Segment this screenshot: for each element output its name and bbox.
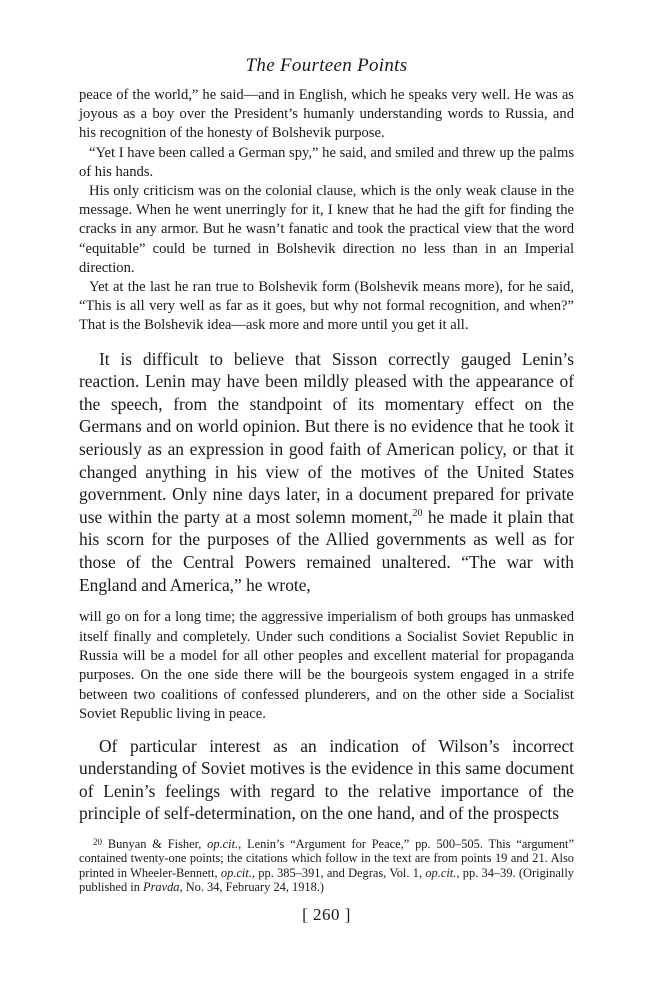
footnote-italic: op.cit., — [207, 836, 242, 851]
footnote-italic: Pravda, — [143, 880, 183, 895]
footnote-text: Lenin’s “Argument for Peace,” pp. 500–505. This “argument” contained twenty-one points; the citations which follow in the text are from points 19 and 21. Also printed in Wheeler-Bennett, — [79, 836, 574, 880]
quote-paragraph: His only criticism was on the colonial clause, which is the only weak clause in the message. When he went unerringly for it, I knew that he had the gift for finding the cracks in any armor. But he wasn’t fanatic and took the practical view that the word “equitable” could be turned in Bolshevik direction no less than in an Imperial direction. — [79, 183, 574, 276]
footnote — [79, 835, 574, 895]
footnote-text: Bunyan & Fisher, — [102, 836, 208, 851]
running-head: The Fourteen Points — [245, 55, 408, 76]
lenin-block-quote: will go on for a long time; the aggressive imperialism of both groups has unmasked itself finally and completely. Under such conditions a Socialist Soviet Republic in Russia will be a model for all other peoples and excellent material for propaganda purposes. On the one side there will be the bourgeois system engaged in a strife between two coalitions of confessed plunderers, and on the other side a Socialist Soviet Republic living in peace. — [79, 609, 574, 723]
page-number: [ 260 ] — [302, 904, 351, 924]
footnote-reference[interactable]: 20 — [412, 508, 423, 519]
quote-paragraph: peace of the world,” he said—and in English, which he speaks very well. He was as joyous as a boy over the President’s humanly understanding words to Russia, and his recognition of the honesty of Bolshevik purpose. — [79, 87, 574, 142]
paragraph-text: he made it plain that his scorn for the purposes of the Allied governments as well as for those of the Central Powers remained unaltered. “The war with England and America,” he wrote, — [79, 506, 574, 595]
paragraph-text: It is difficult to believe that Sisson correctly gauged Lenin’s reaction. Lenin may have been mildly pleased with the appearance of the speech, from the standpoint of its momentary effect on the Germans and on world opinion. But there is no evidence that he took it seriously as an expression in good faith of American policy, or that it changed anything in his view of the motives of the United States government. Only nine days later, in a document prepared for private use within the party at a most solemn moment, — [79, 348, 574, 527]
footnote-number: 20 — [93, 836, 102, 847]
book-page — [79, 0, 574, 925]
quote-paragraph: “Yet I have been called a German spy,” he said, and smiled and threw up the palms of his hands. — [79, 144, 574, 180]
sisson-quote — [79, 86, 574, 336]
body-paragraph: Of particular interest as an indication of Wilson’s incorrect understanding of Soviet motives is the evidence in this same document of Lenin’s feelings with regard to the relative importance of the principle of self-determination, on the one hand, and of the prospects — [79, 735, 574, 824]
footnote-italic: op.cit., — [220, 865, 255, 880]
footnote-italic: op.cit., — [425, 865, 460, 880]
quote-paragraph: Yet at the last he ran true to Bolshevik form (Bolshevik means more), for he said, “This is all very well as far as it goes, but why not formal recognition, and when?” That is the Bolshevik idea—ask more and more until you get it all. — [79, 279, 574, 334]
footnote-text: No. 34, February 24, 1918.) — [182, 880, 325, 895]
body-paragraph — [79, 348, 574, 597]
footnote-text: pp. 385–391, and Degras, Vol. 1, — [255, 865, 426, 880]
footnote-text: pp. 34–39. (Originally published in — [79, 865, 574, 895]
